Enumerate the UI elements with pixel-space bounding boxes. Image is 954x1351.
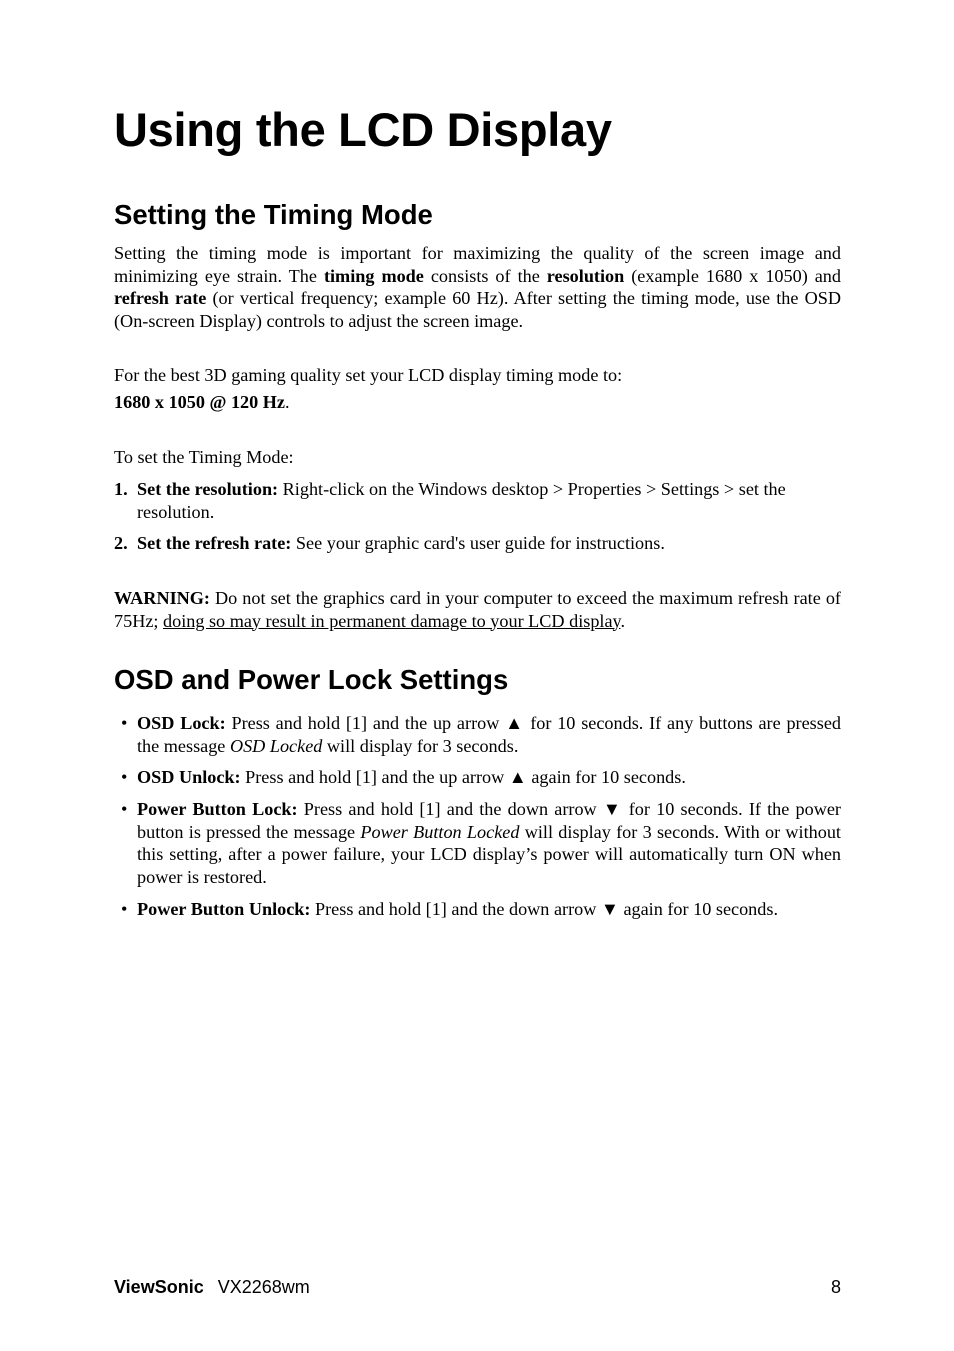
step-number: 1. xyxy=(114,479,128,499)
steps-intro: To set the Timing Mode: xyxy=(114,447,294,467)
bullet-body xyxy=(137,898,841,921)
step-label: Set the refresh rate: xyxy=(137,533,292,553)
text-run: Setting the timing mode is important for maximizing the quality of the screen image and minimizing eye strain. The xyxy=(114,243,841,286)
timing-intro-paragraph xyxy=(114,242,841,332)
best-mode-line xyxy=(114,391,841,414)
text-run: Press and hold [1] and the down arrow ▼ again for 10 seconds. xyxy=(310,899,778,919)
step-item-resolution xyxy=(114,478,841,523)
bullet-body xyxy=(137,766,841,789)
text-run: . xyxy=(285,392,290,412)
step-text: Right-click on the Windows desktop > Properties > Settings > set the resolution. xyxy=(137,479,786,522)
text-run: consists of the xyxy=(423,265,547,286)
bold-term-refresh-rate: refresh rate xyxy=(114,288,207,308)
text-run: (or vertical frequency; example 60 Hz). After setting the timing mode, use the OSD (On-screen Display) controls to adjust the screen image. xyxy=(114,288,841,331)
bullet-item-osd-unlock xyxy=(114,766,841,789)
step-body xyxy=(137,532,841,555)
text-run: Do not set the graphics card in your computer to exceed the maximum refresh rate of 75Hz; xyxy=(114,588,841,631)
text-run: Press and hold [1] and the up arrow ▲ for 10 seconds. If any buttons are pressed the message xyxy=(137,713,841,756)
page-footer xyxy=(114,1276,841,1298)
bullet-label: OSD Lock: xyxy=(137,713,226,733)
bullet-icon: • xyxy=(121,713,128,733)
section-heading-osd-power-lock: OSD and Power Lock Settings xyxy=(114,664,509,695)
italic-message: Power Button Locked xyxy=(360,821,520,842)
warning-label: WARNING: xyxy=(114,588,210,608)
bold-term-timing-mode: timing mode xyxy=(323,265,424,286)
text-run: Press and hold [1] and the down arrow ▼ for 10 seconds. If the power button is pressed the message xyxy=(137,799,841,842)
text-run: will display for 3 seconds. xyxy=(322,735,519,756)
italic-message: OSD Locked xyxy=(229,735,323,756)
bullet-item-osd-lock xyxy=(114,712,841,757)
bullet-body xyxy=(137,798,841,888)
page-title: Using the LCD Display xyxy=(114,103,612,156)
page-number: 8 xyxy=(830,1277,841,1297)
bullet-icon: • xyxy=(121,799,128,819)
text-run: . xyxy=(620,610,626,631)
step-number: 2. xyxy=(114,533,128,553)
warning-paragraph xyxy=(114,587,841,632)
bullet-label: OSD Unlock: xyxy=(137,767,241,787)
bullet-icon: • xyxy=(121,899,128,919)
bullet-label: Power Button Unlock: xyxy=(137,899,311,919)
best-mode-value: 1680 x 1050 @ 120 Hz xyxy=(114,392,285,412)
bullet-item-power-unlock xyxy=(114,898,841,921)
text-run: will display for 3 seconds. With or without this setting, after a power failure, your LCD display’s power will automatically turn ON when power is restored. xyxy=(137,821,841,887)
step-body xyxy=(137,478,841,523)
text-run: Press and hold [1] and the up arrow ▲ again for 10 seconds. xyxy=(240,767,686,787)
section-heading-timing-mode: Setting the Timing Mode xyxy=(114,199,433,230)
step-item-refresh-rate xyxy=(114,532,841,555)
bullet-item-power-lock xyxy=(114,798,841,888)
warning-underlined-text: doing so may result in permanent damage to your LCD display xyxy=(163,610,621,631)
footer-model: VX2268wm xyxy=(217,1277,310,1297)
bullet-body xyxy=(137,712,841,757)
step-text: See your graphic card's user guide for instructions. xyxy=(291,533,665,553)
bullet-icon: • xyxy=(121,767,128,787)
text-run: (example 1680 x 1050) and xyxy=(624,265,841,286)
bullet-label: Power Button Lock: xyxy=(137,799,298,819)
footer-brand: ViewSonic xyxy=(114,1277,204,1297)
step-label: Set the resolution: xyxy=(137,479,279,499)
bold-term-resolution: resolution xyxy=(546,265,625,286)
best-quality-text: For the best 3D gaming quality set your LCD display timing mode to: xyxy=(114,365,623,385)
